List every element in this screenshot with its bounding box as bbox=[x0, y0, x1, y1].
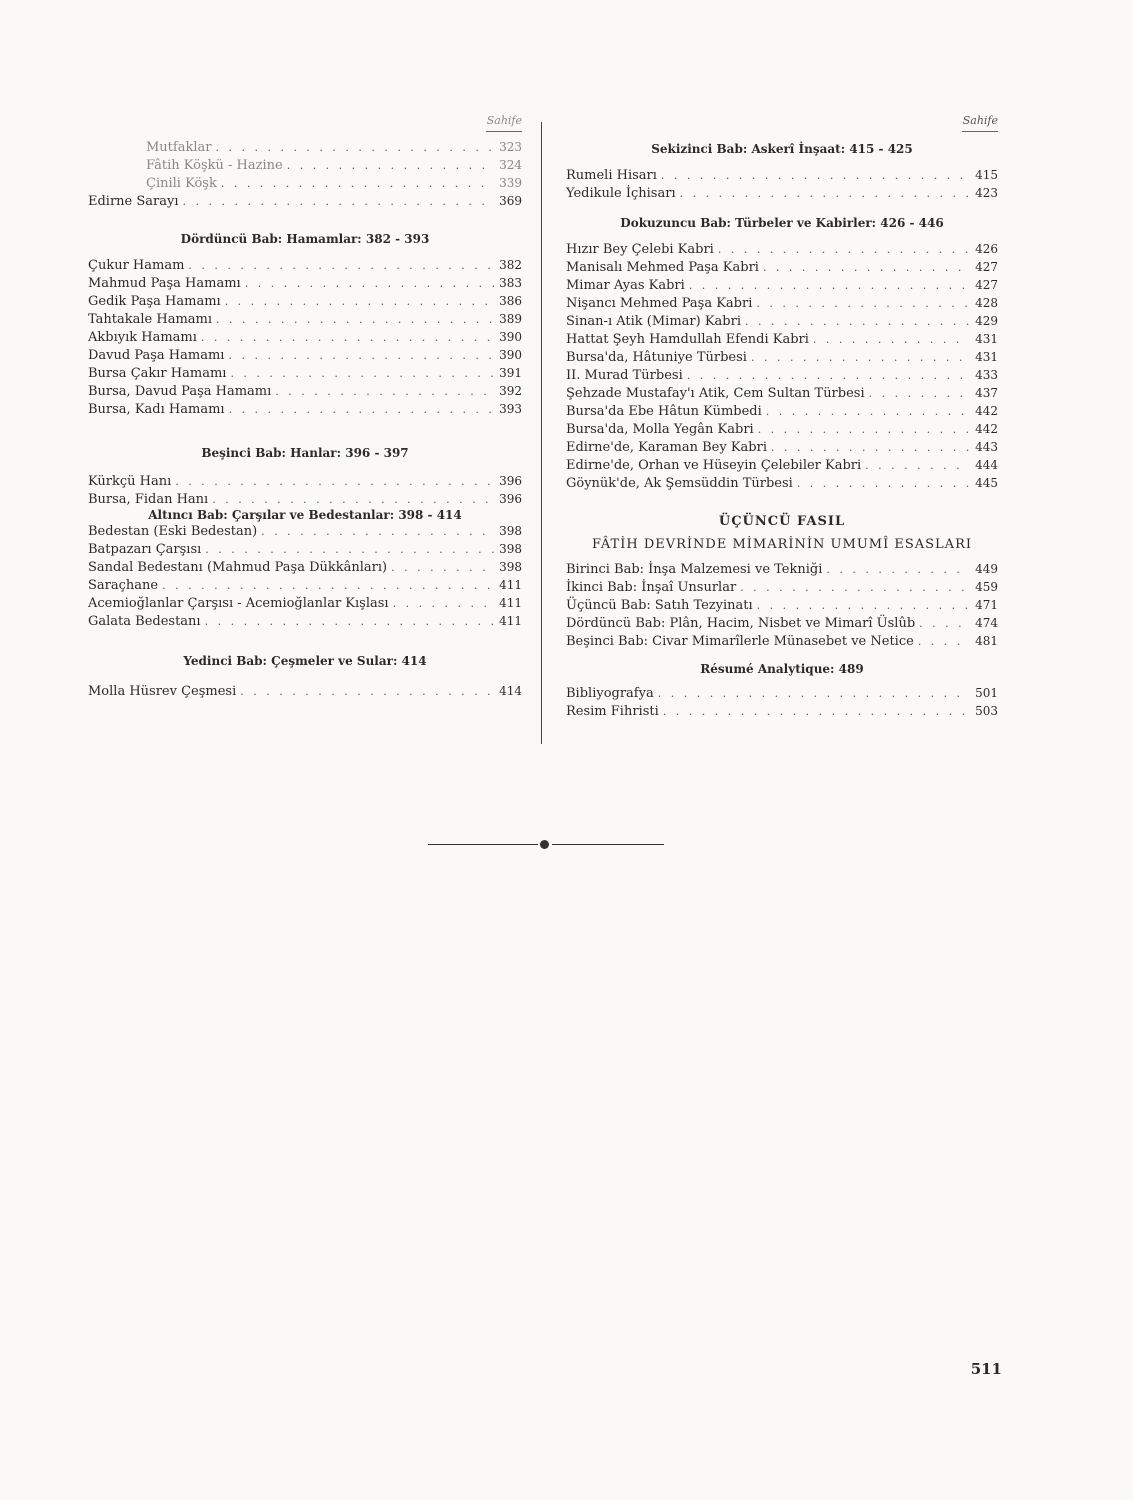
toc-entry-page: 444 bbox=[975, 458, 998, 472]
toc-entry bbox=[566, 258, 998, 276]
toc-entry-title: Çukur Hamam bbox=[88, 258, 185, 273]
dot-leader bbox=[188, 257, 494, 275]
dot-leader bbox=[826, 561, 970, 579]
dot-leader bbox=[745, 313, 970, 331]
fasil-heading: ÜÇÜNCÜ FASIL bbox=[718, 514, 846, 529]
toc-entry bbox=[566, 474, 998, 492]
toc-group bbox=[566, 684, 998, 720]
toc-entry-title: Edirne Sarayı bbox=[88, 194, 179, 209]
toc-entry bbox=[566, 456, 998, 474]
toc-entry-page: 501 bbox=[975, 686, 998, 700]
toc-entry-page: 445 bbox=[975, 476, 998, 490]
toc-entry-page: 415 bbox=[975, 168, 998, 182]
toc-entry-title: Molla Hüsrev Çeşmesi bbox=[88, 684, 237, 699]
toc-entry-title: Kürkçü Hanı bbox=[88, 474, 172, 489]
fasil-subtitle: FÂTİH DEVRİNDE MİMARİNİN UMUMÎ ESASLARI bbox=[591, 537, 972, 552]
toc-entry-page: 427 bbox=[975, 278, 998, 292]
toc-entry-page: 471 bbox=[975, 598, 998, 612]
ornament-line-right bbox=[552, 844, 664, 845]
toc-entry-page: 411 bbox=[499, 578, 522, 592]
toc-entry bbox=[88, 192, 522, 210]
toc-entry-page: 369 bbox=[499, 194, 522, 208]
toc-entry bbox=[88, 364, 522, 382]
dot-leader bbox=[393, 595, 494, 613]
sahife-underline bbox=[486, 131, 522, 132]
column-divider bbox=[541, 122, 542, 744]
page-number: 511 bbox=[970, 1360, 1002, 1378]
toc-entry-page: 414 bbox=[499, 684, 522, 698]
toc-entry-page: 398 bbox=[499, 542, 522, 556]
toc-entry-title: Edirne'de, Orhan ve Hüseyin Çelebiler Kabri bbox=[566, 458, 862, 473]
toc-entry-title: Resim Fihristi bbox=[566, 704, 659, 719]
toc-entry-title: Batpazarı Çarşısı bbox=[88, 542, 202, 557]
dot-leader bbox=[771, 439, 970, 457]
toc-group bbox=[88, 138, 522, 210]
toc-entry-page: 431 bbox=[975, 350, 998, 364]
dot-leader bbox=[229, 401, 494, 419]
toc-entry-title: Sandal Bedestanı (Mahmud Paşa Dükkânları) bbox=[88, 560, 388, 575]
toc-entry-page: 386 bbox=[499, 294, 522, 308]
toc-entry-page: 427 bbox=[975, 260, 998, 274]
toc-entry bbox=[566, 366, 998, 384]
dot-leader bbox=[275, 383, 494, 401]
dot-leader bbox=[221, 175, 494, 193]
dot-leader bbox=[865, 457, 970, 475]
toc-entry-title: Davud Paşa Hamamı bbox=[88, 348, 225, 363]
toc-group bbox=[88, 522, 522, 630]
toc-entry bbox=[566, 240, 998, 258]
toc-entry bbox=[88, 382, 522, 400]
toc-entry-page: 426 bbox=[975, 242, 998, 256]
toc-entry bbox=[88, 612, 522, 630]
dot-leader bbox=[689, 277, 970, 295]
toc-group bbox=[566, 560, 998, 650]
toc-entry bbox=[88, 594, 522, 612]
toc-entry-title: Fâtih Köşkü - Hazine bbox=[146, 158, 283, 173]
toc-entry-title: Bursa'da Ebe Hâtun Kümbedi bbox=[566, 404, 762, 419]
toc-entry-page: 339 bbox=[499, 176, 522, 190]
toc-entry-title: Bursa'da, Molla Yegân Kabri bbox=[566, 422, 754, 437]
toc-entry bbox=[566, 438, 998, 456]
dot-leader bbox=[751, 349, 970, 367]
toc-entry-title: Üçüncü Bab: Satıh Tezyinatı bbox=[566, 598, 753, 613]
toc-entry bbox=[566, 596, 998, 614]
dot-leader bbox=[287, 157, 494, 175]
dot-leader bbox=[205, 541, 494, 559]
toc-entry-page: 396 bbox=[499, 492, 522, 506]
toc-group bbox=[88, 256, 522, 418]
toc-entry bbox=[88, 346, 522, 364]
toc-entry-page: 431 bbox=[975, 332, 998, 346]
ornament-dot bbox=[540, 840, 549, 849]
toc-entry-title: Tahtakale Hamamı bbox=[88, 312, 213, 327]
dot-leader bbox=[757, 597, 970, 615]
toc-entry-page: 411 bbox=[499, 596, 522, 610]
toc-entry-page: 383 bbox=[499, 276, 522, 290]
toc-entry-page: 443 bbox=[975, 440, 998, 454]
toc-entry bbox=[88, 540, 522, 558]
toc-entry bbox=[88, 174, 522, 192]
toc-entry-title: Gedik Paşa Hamamı bbox=[88, 294, 221, 309]
toc-entry bbox=[88, 138, 522, 156]
toc-entry-page: 503 bbox=[975, 704, 998, 718]
toc-entry bbox=[88, 328, 522, 346]
toc-entry-page: 474 bbox=[975, 616, 998, 630]
toc-entry-page: 423 bbox=[975, 186, 998, 200]
dot-leader bbox=[756, 295, 970, 313]
toc-group bbox=[88, 472, 522, 508]
toc-entry-title: Bursa, Fidan Hanı bbox=[88, 492, 209, 507]
dot-leader bbox=[869, 385, 970, 403]
toc-entry-title: İkinci Bab: İnşaî Unsurlar bbox=[566, 580, 737, 595]
toc-entry-page: 323 bbox=[499, 140, 522, 154]
section-heading-carsilar: Altıncı Bab: Çarşılar ve Bedestanlar: 398 - 414 bbox=[148, 508, 462, 522]
toc-entry bbox=[566, 684, 998, 702]
toc-entry-page: 459 bbox=[975, 580, 998, 594]
toc-entry-title: Mimar Ayas Kabri bbox=[566, 278, 685, 293]
section-heading-resume: Résumé Analytique: 489 bbox=[700, 662, 864, 676]
dot-leader bbox=[658, 685, 970, 703]
toc-entry-title: Bursa Çakır Hamamı bbox=[88, 366, 227, 381]
toc-entry bbox=[88, 472, 522, 490]
toc-entry bbox=[566, 276, 998, 294]
toc-group bbox=[566, 166, 998, 202]
toc-entry-page: 393 bbox=[499, 402, 522, 416]
dot-leader bbox=[763, 259, 970, 277]
dot-leader bbox=[228, 347, 494, 365]
ornament-divider bbox=[428, 839, 664, 851]
dot-leader bbox=[175, 473, 494, 491]
section-heading-turbeler: Dokuzuncu Bab: Türbeler ve Kabirler: 426 - 446 bbox=[620, 216, 944, 230]
dot-leader bbox=[391, 559, 494, 577]
toc-entry-title: Rumeli Hisarı bbox=[566, 168, 657, 183]
toc-entry-title: Akbıyık Hamamı bbox=[88, 330, 197, 345]
toc-entry-title: Bursa, Davud Paşa Hamamı bbox=[88, 384, 272, 399]
toc-entry bbox=[566, 348, 998, 366]
toc-entry bbox=[88, 682, 522, 700]
dot-leader bbox=[205, 613, 494, 631]
toc-entry-title: Sinan-ı Atik (Mimar) Kabri bbox=[566, 314, 741, 329]
sahife-header: Sahife bbox=[486, 114, 522, 127]
toc-entry bbox=[566, 578, 998, 596]
dot-leader bbox=[230, 365, 494, 383]
toc-entry bbox=[566, 420, 998, 438]
toc-entry-title: Nişancı Mehmed Paşa Kabri bbox=[566, 296, 753, 311]
dot-leader bbox=[201, 329, 494, 347]
toc-entry-title: Hızır Bey Çelebi Kabri bbox=[566, 242, 714, 257]
toc-entry bbox=[88, 310, 522, 328]
dot-leader bbox=[797, 475, 970, 493]
toc-entry-title: II. Murad Türbesi bbox=[566, 368, 683, 383]
right-column bbox=[566, 110, 998, 720]
toc-group bbox=[566, 240, 998, 492]
toc-entry-page: 390 bbox=[499, 348, 522, 362]
toc-entry-title: Şehzade Mustafay'ı Atik, Cem Sultan Türbesi bbox=[566, 386, 865, 401]
dot-leader bbox=[813, 331, 970, 349]
dot-leader bbox=[215, 139, 494, 157]
toc-entry bbox=[566, 294, 998, 312]
toc-entry bbox=[88, 292, 522, 310]
toc-entry-title: Edirne'de, Karaman Bey Kabri bbox=[566, 440, 767, 455]
toc-entry-page: 392 bbox=[499, 384, 522, 398]
dot-leader bbox=[663, 703, 970, 721]
toc-entry bbox=[566, 632, 998, 650]
section-heading-askeri-insaat: Sekizinci Bab: Askerî İnşaat: 415 - 425 bbox=[651, 142, 913, 156]
dot-leader bbox=[162, 577, 494, 595]
toc-entry-title: Bibliyografya bbox=[566, 686, 654, 701]
toc-entry-title: Beşinci Bab: Civar Mimarîlerle Münasebet ve Netice bbox=[566, 634, 914, 649]
toc-entry-page: 398 bbox=[499, 560, 522, 574]
toc-entry-title: Galata Bedestanı bbox=[88, 614, 201, 629]
sahife-underline bbox=[962, 131, 998, 132]
toc-entry bbox=[566, 384, 998, 402]
toc-group bbox=[88, 682, 522, 700]
toc-entry-title: Bedestan (Eski Bedestan) bbox=[88, 524, 258, 539]
dot-leader bbox=[766, 403, 970, 421]
toc-entry-page: 442 bbox=[975, 404, 998, 418]
dot-leader bbox=[225, 293, 494, 311]
toc-entry bbox=[566, 184, 998, 202]
sahife-header: Sahife bbox=[962, 114, 998, 127]
dot-leader bbox=[740, 579, 970, 597]
dot-leader bbox=[918, 633, 970, 651]
toc-entry-page: 389 bbox=[499, 312, 522, 326]
toc-entry bbox=[88, 256, 522, 274]
toc-entry-title: Göynük'de, Ak Şemsüddin Türbesi bbox=[566, 476, 793, 491]
toc-entry bbox=[566, 330, 998, 348]
toc-entry-title: Dördüncü Bab: Plân, Hacim, Nisbet ve Mimarî Üslûb bbox=[566, 616, 916, 631]
toc-entry-title: Hattat Şeyh Hamdullah Efendi Kabri bbox=[566, 332, 809, 347]
toc-entry-page: 442 bbox=[975, 422, 998, 436]
section-heading-hanlar: Beşinci Bab: Hanlar: 396 - 397 bbox=[201, 446, 409, 460]
toc-entry-page: 411 bbox=[499, 614, 522, 628]
toc-entry bbox=[88, 490, 522, 508]
dot-leader bbox=[212, 491, 494, 509]
toc-entry-title: Acemioğlanlar Çarşısı - Acemioğlanlar Kışlası bbox=[88, 596, 389, 611]
section-heading-cesmeler: Yedinci Bab: Çeşmeler ve Sular: 414 bbox=[183, 654, 427, 668]
toc-entry-page: 449 bbox=[975, 562, 998, 576]
dot-leader bbox=[758, 421, 970, 439]
toc-entry bbox=[566, 402, 998, 420]
toc-entry bbox=[88, 156, 522, 174]
toc-entry bbox=[566, 560, 998, 578]
toc-entry-page: 429 bbox=[975, 314, 998, 328]
toc-entry-page: 433 bbox=[975, 368, 998, 382]
toc-entry-page: 481 bbox=[975, 634, 998, 648]
toc-entry-title: Mutfaklar bbox=[146, 140, 212, 155]
dot-leader bbox=[680, 185, 970, 203]
toc-entry-title: Yedikule İçhisarı bbox=[566, 186, 676, 201]
dot-leader bbox=[261, 523, 494, 541]
dot-leader bbox=[718, 241, 970, 259]
toc-entry-title: Bursa'da, Hâtuniye Türbesi bbox=[566, 350, 747, 365]
toc-entry bbox=[88, 400, 522, 418]
dot-leader bbox=[687, 367, 970, 385]
toc-entry-page: 390 bbox=[499, 330, 522, 344]
toc-entry-page: 324 bbox=[499, 158, 522, 172]
dot-leader bbox=[183, 193, 494, 211]
toc-entry bbox=[566, 614, 998, 632]
toc-entry-title: Bursa, Kadı Hamamı bbox=[88, 402, 225, 417]
toc-entry bbox=[88, 558, 522, 576]
toc-entry bbox=[566, 702, 998, 720]
toc-entry bbox=[88, 274, 522, 292]
toc-entry-page: 396 bbox=[499, 474, 522, 488]
toc-entry-title: Mahmud Paşa Hamamı bbox=[88, 276, 241, 291]
toc-entry bbox=[566, 166, 998, 184]
left-column bbox=[88, 110, 522, 700]
toc-entry-page: 428 bbox=[975, 296, 998, 310]
dot-leader bbox=[240, 683, 494, 701]
toc-entry-page: 391 bbox=[499, 366, 522, 380]
toc-entry bbox=[566, 312, 998, 330]
dot-leader bbox=[216, 311, 494, 329]
toc-entry-title: Çinili Köşk bbox=[146, 176, 217, 191]
toc-entry-page: 382 bbox=[499, 258, 522, 272]
dot-leader bbox=[919, 615, 970, 633]
toc-entry-page: 398 bbox=[499, 524, 522, 538]
dot-leader bbox=[661, 167, 970, 185]
dot-leader bbox=[245, 275, 494, 293]
toc-entry-title: Birinci Bab: İnşa Malzemesi ve Tekniği bbox=[566, 562, 823, 577]
toc-entry-title: Saraçhane bbox=[88, 578, 159, 593]
ornament-line-left bbox=[428, 844, 538, 845]
toc-entry-page: 437 bbox=[975, 386, 998, 400]
toc-entry bbox=[88, 576, 522, 594]
toc-entry-title: Manisalı Mehmed Paşa Kabri bbox=[566, 260, 759, 275]
section-heading-hamamlar: Dördüncü Bab: Hamamlar: 382 - 393 bbox=[180, 232, 430, 246]
toc-entry bbox=[88, 522, 522, 540]
